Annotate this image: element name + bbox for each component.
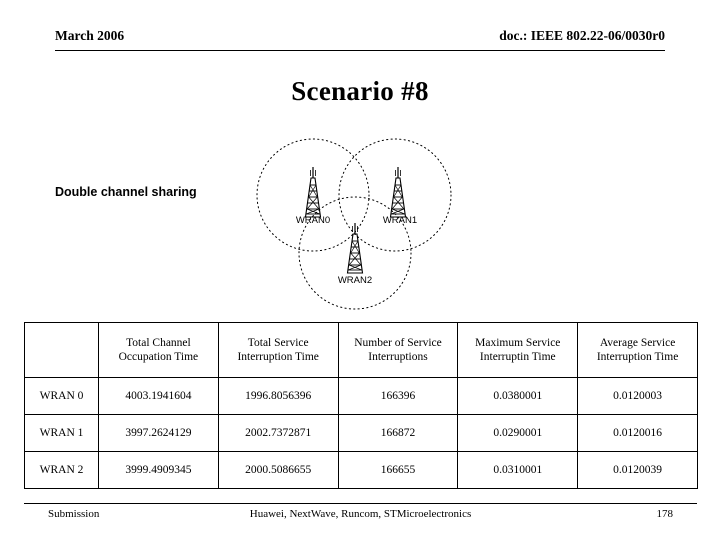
- page-title: Scenario #8: [291, 76, 429, 106]
- diagram-label-wran2: WRAN2: [337, 275, 373, 286]
- column-header-total-channel-occupation-time: [99, 323, 219, 378]
- row-label-wran1: WRAN 1: [25, 415, 99, 452]
- diagram-label-wran1: WRAN1: [382, 215, 418, 226]
- table-body: [25, 378, 698, 489]
- tower-icon-wran2: [348, 223, 363, 273]
- cell-average-service-interruption-time: 0.0120016: [578, 415, 698, 452]
- header-document-id: doc.: IEEE 802.22-06/0030r0: [499, 28, 665, 43]
- column-header-line-2: Interruption Time: [596, 351, 679, 363]
- column-header-line-2: Occupation Time: [118, 351, 199, 363]
- table-corner-cell: [25, 323, 99, 378]
- row-label-wran0: WRAN 0: [25, 378, 99, 415]
- column-header-line-2: Interruption Time: [237, 351, 319, 363]
- cell-number-of-service-interruptions: 166655: [338, 452, 458, 489]
- cell-total-channel-occupation-time: 3997.2624129: [99, 415, 219, 452]
- cell-total-channel-occupation-time: 4003.1941604: [99, 378, 219, 415]
- column-header-line-2: Interruptions: [368, 351, 428, 363]
- header-divider: [55, 50, 665, 51]
- column-header-total-service-interruption-time: [218, 323, 338, 378]
- table-row: [25, 415, 698, 452]
- table-row: [25, 452, 698, 489]
- column-header-line-2: Interruptin Time: [479, 351, 556, 363]
- column-header-number-of-service-interruptions: [338, 323, 458, 378]
- slide-footer: [24, 508, 697, 526]
- footer-submission-label: Submission: [48, 508, 100, 520]
- column-header-line-1: Average Service: [599, 336, 676, 349]
- tower-icon-wran1: [391, 167, 406, 217]
- cell-number-of-service-interruptions: 166396: [338, 378, 458, 415]
- cell-total-service-interruption-time: 2000.5086655: [218, 452, 338, 489]
- cell-maximum-service-interruption-time: 0.0290001: [458, 415, 578, 452]
- diagram-label-wran0: WRAN0: [295, 215, 331, 226]
- footer-page-number: 178: [656, 508, 673, 520]
- cell-maximum-service-interruption-time: 0.0310001: [458, 452, 578, 489]
- table-header: [25, 323, 698, 378]
- cell-average-service-interruption-time: 0.0120039: [578, 452, 698, 489]
- table-header-row: [25, 323, 698, 378]
- column-header-line-1: Number of Service: [354, 336, 442, 349]
- column-header-average-service-interruption-time: [578, 323, 698, 378]
- footer-affiliations: Huawei, NextWave, Runcom, STMicroelectronics: [249, 508, 472, 520]
- cell-average-service-interruption-time: 0.0120003: [578, 378, 698, 415]
- diagram-caption: Double channel sharing: [55, 185, 197, 199]
- table-row: [25, 378, 698, 415]
- footer-divider: [24, 503, 697, 504]
- column-header-line-1: Total Service: [247, 336, 309, 349]
- coverage-circle-wran0: [257, 139, 369, 251]
- column-header-maximum-service-interruption-time: [458, 323, 578, 378]
- column-header-line-1: Total Channel: [126, 336, 191, 349]
- wran-coverage-diagram: [240, 125, 480, 315]
- cell-total-service-interruption-time: 2002.7372871: [218, 415, 338, 452]
- results-table: [24, 322, 698, 489]
- header-date: March 2006: [55, 28, 125, 43]
- tower-icon-wran0: [306, 167, 321, 217]
- cell-maximum-service-interruption-time: 0.0380001: [458, 378, 578, 415]
- cell-total-service-interruption-time: 1996.8056396: [218, 378, 338, 415]
- column-header-line-1: Maximum Service: [475, 336, 561, 349]
- cell-number-of-service-interruptions: 166872: [338, 415, 458, 452]
- row-label-wran2: WRAN 2: [25, 452, 99, 489]
- cell-total-channel-occupation-time: 3999.4909345: [99, 452, 219, 489]
